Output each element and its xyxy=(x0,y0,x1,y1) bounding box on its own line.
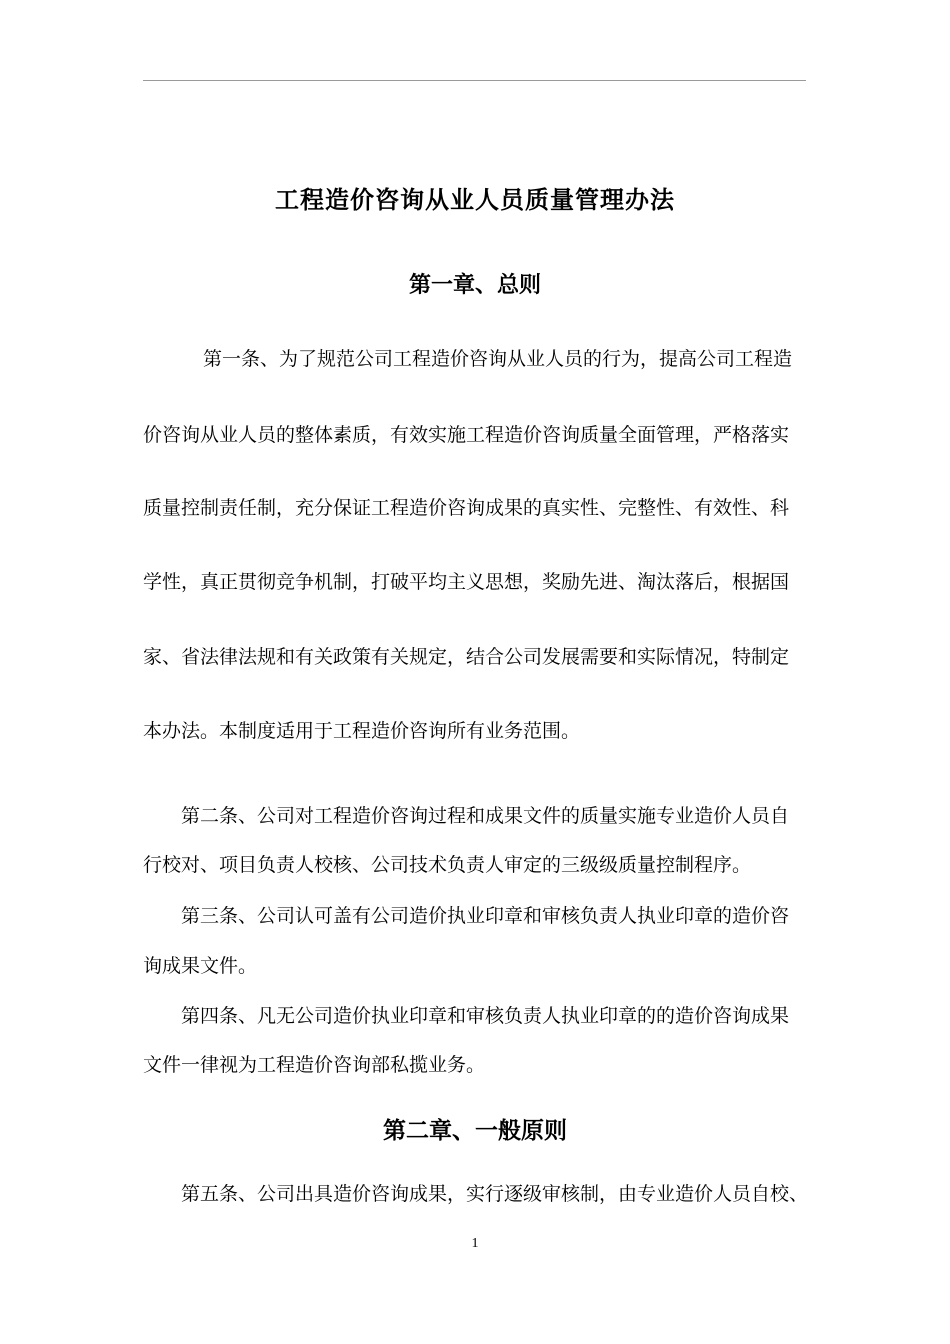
page-number: 1 xyxy=(471,1236,479,1251)
header-rule xyxy=(143,80,806,81)
article-3-line: 第三条、公司认可盖有公司造价执业印章和审核负责人执业印章的造价咨 xyxy=(181,905,790,927)
document-title: 工程造价咨询从业人员质量管理办法 xyxy=(275,185,675,214)
article-1-line: 第一条、为了规范公司工程造价咨询从业人员的行为，提高公司工程造 xyxy=(203,348,793,370)
chapter-1-heading: 第一章、总则 xyxy=(408,272,541,298)
article-1-line: 本办法。本制度适用于工程造价咨询所有业务范围。 xyxy=(143,720,581,742)
article-3-line: 询成果文件。 xyxy=(143,955,258,977)
article-4-line: 第四条、凡无公司造价执业印章和审核负责人执业印章的的造价咨询成果 xyxy=(181,1005,790,1027)
article-1-line: 价咨询从业人员的整体素质，有效实施工程造价咨询质量全面管理，严格落实 xyxy=(143,424,790,446)
article-2-line: 第二条、公司对工程造价咨询过程和成果文件的质量实施专业造价人员自 xyxy=(181,805,790,827)
article-1-line: 学性，真正贯彻竞争机制，打破平均主义思想，奖励先进、淘汰落后，根据国 xyxy=(143,571,790,593)
article-4-line: 文件一律视为工程造价咨询部私揽业务。 xyxy=(143,1054,486,1076)
article-1-line: 家、省法律法规和有关政策有关规定，结合公司发展需要和实际情况，特制定 xyxy=(143,646,790,668)
article-1-line: 质量控制责任制，充分保证工程造价咨询成果的真实性、完整性、有效性、科 xyxy=(143,497,790,519)
article-2-line: 行校对、项目负责人校核、公司技术负责人审定的三级级质量控制程序。 xyxy=(143,854,752,876)
article-5-line: 第五条、公司出具造价咨询成果，实行逐级审核制，由专业造价人员自校、 xyxy=(181,1183,809,1205)
chapter-2-heading: 第二章、一般原则 xyxy=(383,1118,567,1144)
